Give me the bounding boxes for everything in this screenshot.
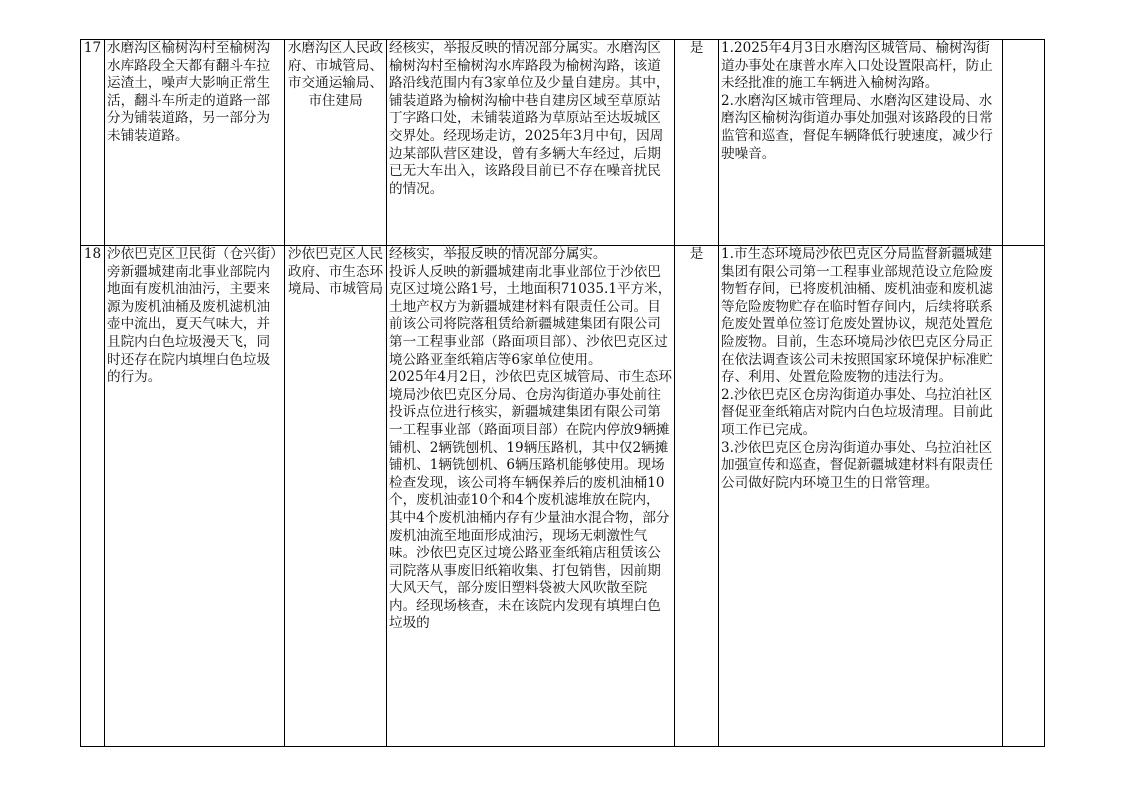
- rectification-table: [80, 39, 1045, 747]
- row-number: 17: [81, 40, 105, 246]
- responsible-units-cell: 水磨沟区人民政府、市城管局、市交通运输局、市住建局: [285, 40, 387, 246]
- responsible-units-cell: 沙依巴克区人民政府、市生态环境局、市城管局: [285, 246, 387, 747]
- table-row: [81, 246, 1045, 747]
- measures-cell: 1.2025年4月3日水磨沟区城管局、榆树沟街道办事处在康普水库入口处设置限高杆，防止未经批准的施工车辆进入榆树沟路。 2.水磨沟区城市管理局、水磨沟区建设局、水磨沟区榆树沟街道办事处加强对该路段的日常监管和巡查，督促车辆降低行驶速度，减少行驶噪音。: [719, 40, 1003, 246]
- measures-cell: 1.市生态环境局沙依巴克区分局监督新疆城建集团有限公司第一工程事业部规范设立危险废物暂存间，已将废机油桶、废机油壶和废机滤等危险废物贮存在临时暂存间内，后续将联系危废处置单位签订危废处置协议，规范处置危险废物。目前，生态环境局沙依巴克区分局正在依法调查该公司未按照国家环境保护标准贮存、利用、处置危险废物的违法行为。 2.沙依巴克区仓房沟街道办事处、乌拉泊社区督促亚奎纸箱店对院内白色垃圾清理。目前此项工作已完成。 3.沙依巴克区仓房沟街道办事处、乌拉泊社区加强宣传和巡查，督促新疆城建材料有限责任公司做好院内环境卫生的日常管理。: [719, 246, 1003, 747]
- note-cell: [1003, 40, 1045, 246]
- verified-cell: 是: [675, 40, 719, 246]
- issue-cell: 水磨沟区榆树沟村至榆树沟水库路段全天都有翻斗车拉运渣土，噪声大影响正常生活，翻斗车所走的道路一部分为铺装道路，另一部分为未铺装道路。: [105, 40, 285, 246]
- verification-cell: 经核实，举报反映的情况部分属实。水磨沟区榆树沟村至榆树沟水库路段为榆树沟路，该道路沿线范围内有3家单位及少量自建房。其中，铺装道路为榆树沟榆中巷自建房区域至草原站丁字路口处，未铺装道路为草原站至达坂城区交界处。经现场走访，2025年3月中旬，因周边某部队营区建设，曾有多辆大车经过，后期已无大车出入，该路段目前已不存在噪音扰民的情况。: [387, 40, 675, 246]
- verification-cell: 经核实，举报反映的情况部分属实。 投诉人反映的新疆城建南北事业部位于沙依巴克区过境公路1号，土地面积71035.1平方米，土地产权方为新疆城建材料有限责任公司。目前该公司将院落租赁给新疆城建集团有限公司第一工程事业部（路面项目部）、沙依巴克区过境公路亚奎纸箱店等6家单位使用。 2025年4月2日，沙依巴克区城管局、市生态环境局沙依巴克区分局、仓房沟街道办事处前往投诉点位进行核实，新疆城建集团有限公司第一工程事业部（路面项目部）在院内停放9辆摊铺机、2辆铣刨机、19辆压路机，其中仅2辆摊铺机、1辆铣刨机、6辆压路机能够使用。现场检查发现，该公司将车辆保养后的废机油桶10个，废机油壶10个和4个废机滤堆放在院内，其中4个废机油桶内存有少量油水混合物，部分废机油流至地面形成油污，现场无刺激性气味。沙依巴克区过境公路亚奎纸箱店租赁该公司院落从事废旧纸箱收集、打包销售，因前期大风天气，部分废旧塑料袋被大风吹散至院内。经现场核查，未在该院内发现有填埋白色垃圾的: [387, 246, 675, 747]
- note-cell: [1003, 246, 1045, 747]
- row-number: 18: [81, 246, 105, 747]
- verified-cell: 是: [675, 246, 719, 747]
- table-row: [81, 40, 1045, 246]
- issue-cell: 沙依巴克区卫民街（仓兴街）旁新疆城建南北事业部院内地面有废机油油污，主要来源为废机油桶及废机滤机油壶中流出，夏天气味大，并且院内白色垃圾漫天飞，同时还存在院内填埋白色垃圾的行为。: [105, 246, 285, 747]
